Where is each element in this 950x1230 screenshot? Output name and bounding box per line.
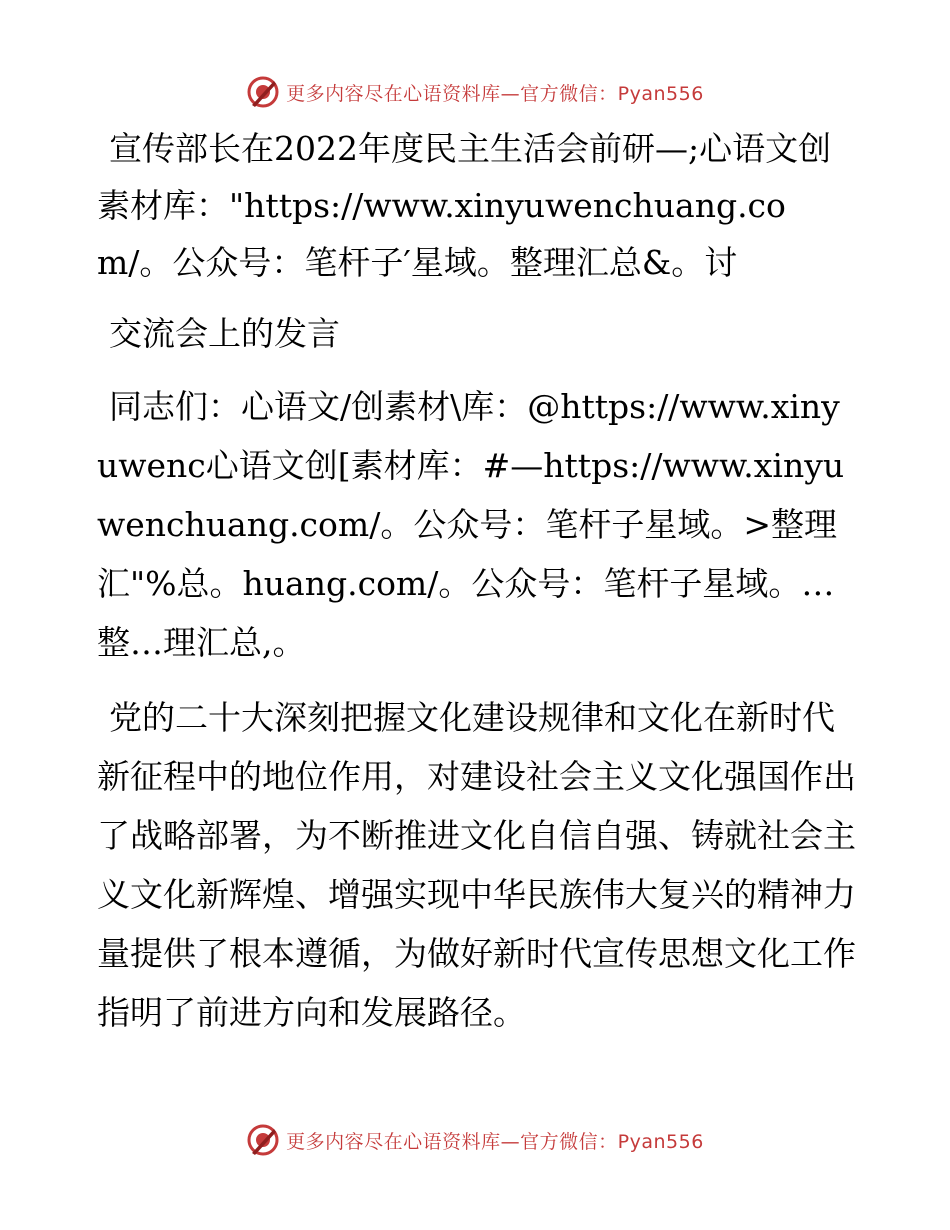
footer-watermark-inner: [246, 1123, 704, 1157]
wechat-text: 官方微信：Pyan556: [520, 82, 704, 105]
footer-watermark: [0, 1120, 950, 1160]
paragraph-body: 党的二十大深刻把握文化建设规律和文化在新时代新征程中的地位作用，对建设社会主义文化强国作出了战略部署，为不断推进文化自信自强、铸就社会主义文化新辉煌、增强实现中华民族伟大复兴的精神力量提供了根本遵循，为做好新时代宣传思想文化工作指明了前进方向和发展路径。: [97, 698, 856, 1032]
separator: —: [500, 82, 521, 105]
quill-seal-icon: [246, 1123, 280, 1157]
header-watermark-inner: [246, 75, 704, 109]
brand-text: 更多内容尽在心语资料库: [286, 82, 501, 105]
document-body: [97, 120, 857, 1052]
brand-text: 更多内容尽在心语资料库: [286, 1130, 501, 1153]
header-watermark-text: [286, 79, 704, 106]
paragraph-subtitle: 交流会上的发言: [109, 314, 340, 353]
header-watermark: [0, 72, 950, 112]
footer-watermark-text: [286, 1127, 704, 1154]
paragraph-title: 宣传部长在2022年度民主生活会前研—;心语文创素材库："https://www.xinyuwenchuang.com/。公众号：笔杆子′星域。整理汇总&。讨: [97, 129, 832, 282]
paragraph-salutation: 同志们：心语文/创素材\库：@https://www.xinyuwenc心语文创[素材库：#—https://www.xinyuwenchuang.com/。公众号：笔杆子星域。>整理汇"%总。huang.com/。公众号：笔杆子星域。…整…理汇总,。: [97, 387, 845, 662]
separator: —: [500, 1130, 521, 1153]
wechat-text: 官方微信：Pyan556: [520, 1130, 704, 1153]
quill-seal-icon: [246, 75, 280, 109]
